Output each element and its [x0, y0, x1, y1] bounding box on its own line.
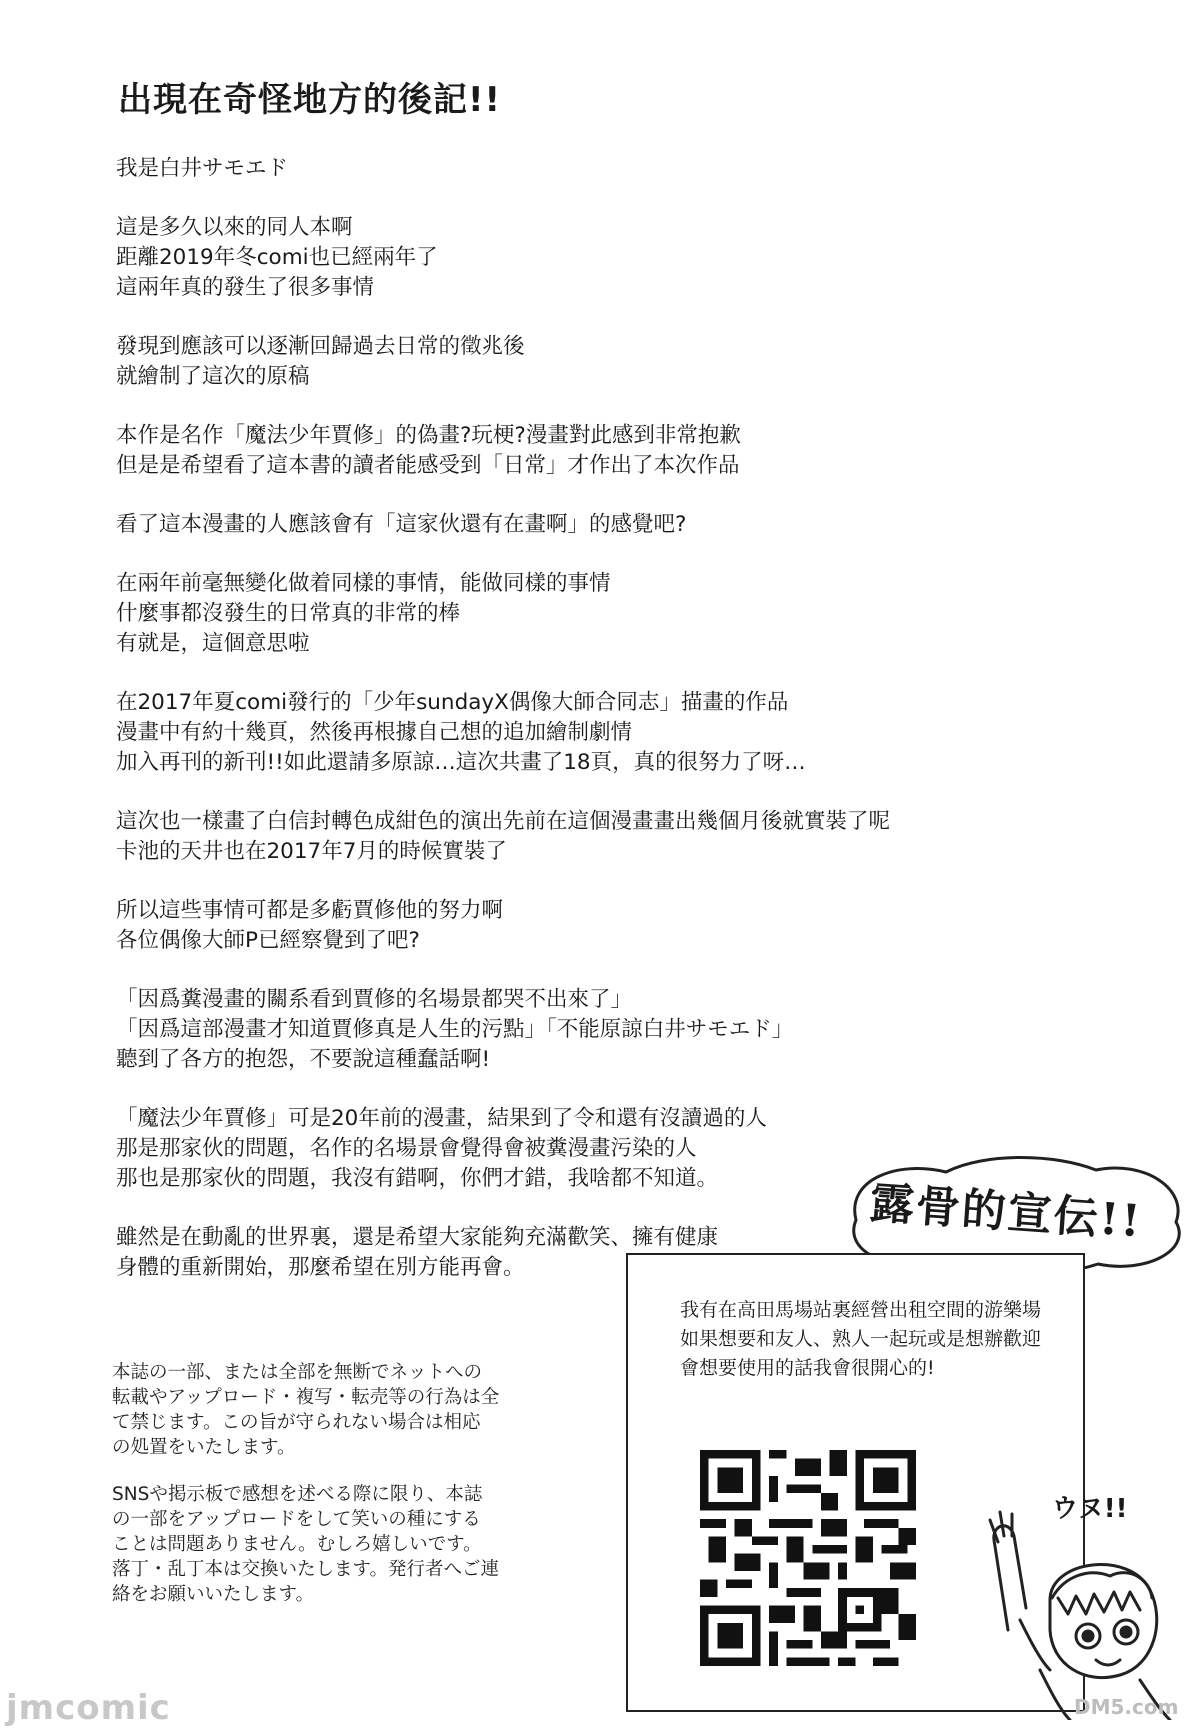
body-paragraph	[116, 154, 1016, 184]
body-line: 這次也一樣畫了白信封轉色成紺色的演出先前在這個漫畫畫出幾個月後就實裝了呢	[116, 809, 891, 834]
notice-line: ことは問題ありません。むしろ嬉しいです。	[112, 1534, 482, 1555]
body-paragraph	[116, 688, 1016, 778]
notice-line: て禁じます。この旨が守られない場合は相応	[112, 1412, 481, 1433]
body-line: 就繪制了這次的原稿	[116, 364, 310, 389]
body-line: 所以這些事情可都是多虧賈修他的努力啊	[116, 898, 504, 923]
notice-paragraph	[112, 1482, 602, 1607]
body-line: 什麼事都沒發生的日常真的非常的棒	[116, 601, 461, 626]
body-line: 各位偶像大師P已經察覺到了吧?	[116, 928, 420, 953]
notice-line: SNSや掲示板で感想を述べる際に限り、本誌	[112, 1484, 483, 1505]
notice-line: 本誌の一部、または全部を無断でネットへの	[112, 1362, 483, 1383]
body-line: 這兩年真的發生了很多事情	[116, 275, 375, 300]
notice-line: 落丁・乱丁本は交換いたします。発行者へご連	[112, 1559, 500, 1580]
dm5-watermark-logo	[1070, 1690, 1194, 1722]
promo-bubble-text: 露骨的宣伝!!	[868, 1177, 1144, 1248]
body-paragraph	[116, 421, 1016, 481]
body-line: 「魔法少年賈修」可是20年前的漫畫，結果到了令和還有沒讀過的人	[116, 1106, 767, 1131]
body-paragraph	[116, 896, 1016, 956]
qr-code-icon[interactable]	[700, 1450, 916, 1666]
promo-line: 會想要使用的話我會很開心的!	[680, 1357, 935, 1379]
mascot-shout: ウヌ!!	[1052, 1494, 1128, 1524]
body-line: 身體的重新開始，那麼希望在別方能再會。	[116, 1255, 525, 1280]
afterword-title: 出現在奇怪地方的後記!!	[118, 80, 502, 120]
promo-line: 如果想要和友人、熟人一起玩或是想辦歡迎	[680, 1328, 1042, 1350]
notice-line: 転載やアップロード・複写・転売等の行為は全	[112, 1387, 500, 1408]
body-paragraph	[116, 985, 1016, 1075]
body-line: 加入再刊的新刊!!如此還請多原諒…這次共畫了18頁，真的很努力了呀…	[116, 750, 806, 775]
body-line: 本作是名作「魔法少年賈修」的偽畫?玩梗?漫畫對此感到非常抱歉	[116, 423, 741, 448]
body-line: 那是那家伙的問題，名作的名場景會覺得會被糞漫畫污染的人	[116, 1136, 697, 1161]
copyright-notice	[112, 1360, 602, 1629]
body-line: 在2017年夏comi發行的「少年sundayX偶像大師合同志」描畫的作品	[116, 690, 789, 715]
body-line: 看了這本漫畫的人應該會有「這家伙還有在畫啊」的感覺吧?	[116, 512, 687, 537]
notice-paragraph	[112, 1360, 602, 1460]
body-paragraph	[116, 213, 1016, 303]
body-paragraph	[116, 569, 1016, 659]
body-line: 這是多久以來的同人本啊	[116, 215, 353, 240]
body-line: 卡池的天井也在2017年7月的時候實裝了	[116, 839, 507, 864]
body-line: 「因爲糞漫畫的關系看到賈修的名場景都哭不出來了」	[116, 987, 633, 1012]
notice-line: の処置をいたします。	[112, 1437, 296, 1458]
body-paragraph	[116, 332, 1016, 392]
body-line: 聽到了各方的抱怨，不要說這種蠢話啊!	[116, 1047, 491, 1072]
body-line: 雖然是在動亂的世界裏，還是希望大家能夠充滿歡笑、擁有健康	[116, 1225, 719, 1250]
body-paragraph	[116, 510, 1016, 540]
body-line: 那也是那家伙的問題，我沒有錯啊，你們才錯，我啥都不知道。	[116, 1166, 719, 1191]
promo-text	[680, 1296, 1080, 1383]
notice-line: の一部をアップロードをして笑いの種にする	[112, 1509, 481, 1530]
body-line: 但是是希望看了這本書的讀者能感受到「日常」才作出了本次作品	[116, 453, 740, 478]
body-line: 「因爲這部漫畫才知道賈修真是人生的污點」「不能原諒白井サモエド」	[116, 1017, 794, 1042]
body-line: 我是白井サモエド	[116, 156, 289, 181]
body-line: 距離2019年冬comi也已經兩年了	[116, 245, 438, 270]
notice-line: 絡をお願いいたします。	[112, 1584, 315, 1605]
dm5-watermark-text: DM5.com	[1074, 1695, 1179, 1719]
jmcomic-watermark: jmcomic	[6, 1688, 171, 1728]
afterword-body	[116, 154, 1016, 1312]
body-line: 漫畫中有約十幾頁，然後再根據自己想的追加繪制劇情	[116, 720, 633, 745]
body-paragraph	[116, 807, 1016, 867]
promo-line: 我有在高田馬場站裏經營出租空間的游樂場	[680, 1299, 1042, 1321]
body-line: 在兩年前毫無變化做着同樣的事情，能做同樣的事情	[116, 571, 611, 596]
body-line: 有就是，這個意思啦	[116, 631, 310, 656]
body-line: 發現到應該可以逐漸回歸過去日常的徵兆後	[116, 334, 525, 359]
